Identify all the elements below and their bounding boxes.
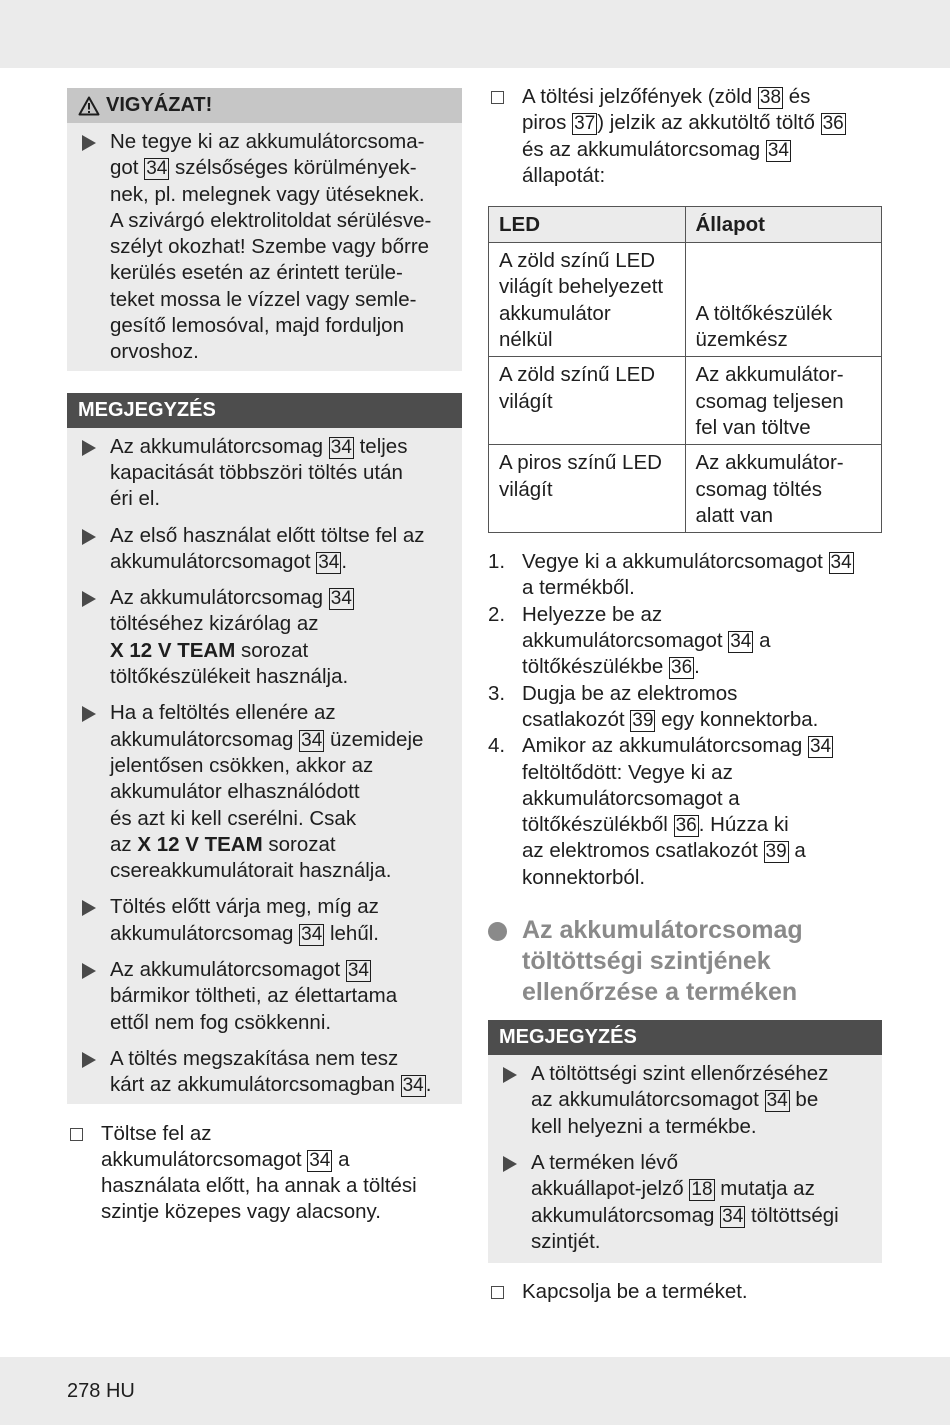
table-cell-led xyxy=(489,243,686,357)
text-run: a xyxy=(332,1147,350,1171)
checkbox-icon xyxy=(67,1121,101,1226)
checklist-item-power-on xyxy=(488,1279,882,1305)
text-line: világít xyxy=(499,477,553,501)
text-run: szélyt okozhat! Szembe vagy bőrre xyxy=(110,235,430,259)
part-reference-number: 18 xyxy=(691,1179,713,1201)
note-body-2 xyxy=(488,1055,882,1263)
bullet-arrow-icon xyxy=(67,957,110,1036)
step-text xyxy=(522,549,882,602)
text-run: feltöltődött: Vegye ki az xyxy=(522,760,733,784)
text-run: töltöttségi xyxy=(745,1203,839,1227)
part-reference-number: 34 xyxy=(830,552,852,574)
text-run: lehűl. xyxy=(324,921,379,945)
text-run: Az akkumulátorcsomag xyxy=(110,434,329,458)
text-run: A terméken lévő xyxy=(531,1150,678,1174)
checkbox-icon xyxy=(488,84,522,189)
text-run: got xyxy=(110,156,145,180)
part-reference-number: 34 xyxy=(730,631,752,653)
text-run: Kapcsolja be a terméket. xyxy=(522,1280,748,1304)
text-run: bármikor töltheti, az élettartama xyxy=(110,984,398,1008)
text-run: állapotát: xyxy=(522,163,606,187)
bold-product-name: X 12 V TEAM xyxy=(137,832,263,856)
text-run: mutatja az xyxy=(714,1177,815,1201)
table-header-state: Állapot xyxy=(685,207,882,243)
table-cell-led xyxy=(489,445,686,533)
text-run: Az akkumulátorcsomag xyxy=(110,586,329,610)
text-line: nélkül xyxy=(499,328,553,352)
section-title xyxy=(522,915,803,1008)
text-run: kapacitását többszöri töltés után xyxy=(110,460,403,484)
bullet-item xyxy=(488,1061,874,1140)
part-reference-number: 34 xyxy=(809,736,832,758)
text-run: akkumulátorcsomag xyxy=(531,1203,721,1227)
section-heading xyxy=(488,915,882,1008)
bullet-text xyxy=(110,957,454,1036)
checklist-item-charge xyxy=(67,1121,462,1226)
page-number-value: 278 xyxy=(67,1380,101,1402)
text-line: üzemkész xyxy=(695,328,788,352)
table-header-led: LED xyxy=(489,207,686,243)
text-line: csomag töltés xyxy=(695,477,822,501)
text-line: A töltőkészülék xyxy=(695,301,833,325)
part-reference-number: 36 xyxy=(671,657,693,679)
warning-title: VIGYÁZAT! xyxy=(106,94,213,116)
bullet-text xyxy=(110,129,454,366)
text-run: A töltési jelzőfények (zöld xyxy=(522,85,758,108)
text-run: kerülés esetén az érintett terüle- xyxy=(110,261,403,285)
text-run: kell helyezni a termékbe. xyxy=(531,1114,757,1138)
page-number xyxy=(67,1378,135,1404)
warning-triangle-icon xyxy=(78,96,100,116)
text-run: Amikor az akkumulátorcsomag xyxy=(522,734,808,758)
bullet-text xyxy=(531,1150,874,1255)
note-header-2: MEGJEGYZÉS xyxy=(488,1020,882,1055)
text-run: teket mossa le vízzel vagy semle- xyxy=(110,287,417,311)
text-run: töltőkészülékeit használja. xyxy=(110,665,349,689)
bullet-arrow-icon xyxy=(67,894,110,947)
text-run: akkumulátorcsomagot xyxy=(522,629,729,653)
step-item xyxy=(488,733,882,891)
part-reference-number: 39 xyxy=(765,841,787,863)
note-box-1 xyxy=(67,393,462,1104)
table-cell-state xyxy=(685,357,882,445)
text-run: kárt az akkumulátorcsomagban xyxy=(110,1073,401,1097)
text-line: ellenőrzése a terméken xyxy=(522,978,798,1007)
text-run: . Húzza ki xyxy=(698,813,789,837)
warning-body xyxy=(67,123,462,371)
text-run: éri el. xyxy=(110,487,161,511)
text-run: töltőkészülékből xyxy=(522,813,674,837)
bullet-item xyxy=(67,700,454,884)
bullet-text xyxy=(110,523,454,576)
part-reference-number: 36 xyxy=(675,815,697,837)
text-run: piros xyxy=(522,111,573,135)
footer-band xyxy=(0,1357,950,1425)
bold-product-name: X 12 V TEAM xyxy=(110,638,236,662)
part-reference-number: 34 xyxy=(330,588,352,610)
text-run: ettől nem fog csökkenni. xyxy=(110,1010,332,1034)
part-reference-number: 36 xyxy=(822,113,844,135)
text-line: fel van töltve xyxy=(695,415,811,439)
checklist-text xyxy=(101,1121,462,1226)
text-line: alatt van xyxy=(695,503,773,527)
text-run: gesítő lemosóval, majd forduljon xyxy=(110,314,404,338)
part-reference-number: 34 xyxy=(301,729,323,751)
text-run: akkumulátor elhasználódott xyxy=(110,780,360,804)
led-status-table xyxy=(488,206,882,533)
text-run: és az akkumulátorcsomag xyxy=(522,137,766,161)
text-run: használata előtt, ha annak a töltési xyxy=(101,1174,417,1198)
table-cell-state xyxy=(685,243,882,357)
text-line: csomag teljesen xyxy=(695,389,844,413)
bullet-dot-icon xyxy=(488,915,522,1008)
text-run: Vegye ki a akkumulátorcsomagot xyxy=(522,550,829,574)
left-column xyxy=(67,88,462,1226)
text-run: akkumulátorcsomagot xyxy=(110,549,317,573)
table-row xyxy=(489,445,882,533)
text-run: konnektorból. xyxy=(522,865,646,889)
part-reference-number: 34 xyxy=(722,1205,744,1227)
text-run: nek, pl. melegnek vagy ütéseknek. xyxy=(110,182,425,206)
bullet-arrow-icon xyxy=(488,1150,531,1255)
bullet-text xyxy=(110,1046,454,1099)
text-run: csereakkumulátorait használja. xyxy=(110,859,392,883)
top-band xyxy=(0,0,950,68)
step-item xyxy=(488,602,882,681)
text-run: akkumulátorcsomag xyxy=(110,921,300,945)
text-line: töltöttségi szintjének xyxy=(522,947,771,976)
bullet-item xyxy=(67,957,454,1036)
text-line: Az akkumulátor- xyxy=(695,451,844,475)
text-run: szintjét. xyxy=(531,1229,601,1253)
text-run: Helyezze be az xyxy=(522,602,663,626)
text-line: A zöld színű LED xyxy=(499,363,656,387)
part-reference-number: 34 xyxy=(301,923,323,945)
text-run: sorozat xyxy=(235,638,309,662)
text-run: . xyxy=(341,549,348,573)
text-run: töltőkészülékbe xyxy=(522,655,670,679)
table-cell-state xyxy=(685,445,882,533)
bullet-text xyxy=(110,585,454,690)
step-number: 3. xyxy=(488,681,506,705)
text-run: csatlakozót xyxy=(522,707,631,731)
text-run: Az első használat előtt töltse fel az xyxy=(110,523,425,547)
step-item xyxy=(488,549,882,602)
text-run: a termékből. xyxy=(522,576,635,600)
warning-box xyxy=(67,88,462,371)
text-run: Ne tegye ki az akkumulátorcsoma- xyxy=(110,130,425,153)
text-run: Dugja be az elektromos xyxy=(522,681,738,705)
part-reference-number: 34 xyxy=(318,551,340,573)
right-column xyxy=(488,84,882,1305)
text-line: akkumulátor xyxy=(499,301,611,325)
text-line: A zöld színű LED xyxy=(499,249,656,273)
text-run: a xyxy=(753,629,771,653)
table-header-row xyxy=(489,207,882,243)
step-text xyxy=(522,733,882,891)
note-header-1: MEGJEGYZÉS xyxy=(67,393,462,428)
text-run: jelentősen csökken, akkor az xyxy=(110,753,374,777)
text-run: Töltés előtt várja meg, míg az xyxy=(110,895,379,919)
text-run: az xyxy=(110,832,138,856)
bullet-text xyxy=(110,700,454,884)
bullet-arrow-icon xyxy=(67,434,110,513)
text-run: be xyxy=(789,1088,819,1112)
text-run: Ha a feltöltés ellenére az xyxy=(110,701,336,725)
text-run: . xyxy=(694,655,700,679)
text-run: Az akkumulátorcsomagot xyxy=(110,958,346,982)
text-line: világít xyxy=(499,389,553,413)
step-number: 4. xyxy=(488,734,506,758)
text-run: az elektromos csatlakozót xyxy=(522,839,764,863)
text-run: sorozat xyxy=(262,832,336,856)
indicator-intro-text xyxy=(522,84,882,189)
text-line: Az akkumulátor- xyxy=(695,363,844,387)
bullet-text xyxy=(531,1061,874,1140)
text-run: teljes xyxy=(353,434,408,458)
bullet-arrow-icon xyxy=(488,1061,531,1140)
text-run: üzemideje xyxy=(324,727,424,751)
table-cell-led xyxy=(489,357,686,445)
step-item xyxy=(488,681,882,734)
text-run: szélsőséges körülmények- xyxy=(169,156,417,180)
text-run: ) jelzik az akkutöltő töltő xyxy=(597,111,821,135)
step-text xyxy=(522,602,882,681)
bullet-item xyxy=(67,585,454,690)
part-reference-number: 34 xyxy=(766,1090,788,1112)
bullet-item xyxy=(67,894,454,947)
text-run: A töltés megszakítása nem tesz xyxy=(110,1046,399,1070)
bullet-item xyxy=(67,129,454,366)
bullet-arrow-icon xyxy=(67,585,110,690)
part-reference-number: 39 xyxy=(632,709,654,731)
bullet-item xyxy=(67,523,454,576)
page-language: HU xyxy=(105,1380,135,1402)
bullet-text xyxy=(110,894,454,947)
step-number: 2. xyxy=(488,602,506,626)
text-run: akkumulátorcsomag xyxy=(110,727,300,751)
part-reference-number: 34 xyxy=(767,139,789,161)
text-run: egy konnektorba. xyxy=(655,707,819,731)
bullet-arrow-icon xyxy=(67,129,110,366)
text-run: szintje közepes vagy alacsony. xyxy=(101,1200,381,1224)
bullet-arrow-icon xyxy=(67,700,110,884)
checkbox-icon xyxy=(488,1279,522,1305)
text-run: Töltse fel az xyxy=(101,1121,212,1145)
warning-header xyxy=(67,88,462,123)
checklist-item-indicators xyxy=(488,84,882,189)
text-run: akkuállapot-jelző xyxy=(531,1177,690,1201)
table-row xyxy=(489,243,882,357)
text-line: A piros színű LED xyxy=(499,451,662,475)
text-run: a xyxy=(788,839,806,863)
text-run: töltéséhez kizárólag az xyxy=(110,612,319,636)
power-on-text xyxy=(522,1279,882,1305)
bullet-item xyxy=(488,1150,874,1255)
step-text xyxy=(522,681,882,734)
text-run: és azt ki kell cserélni. Csak xyxy=(110,806,357,830)
part-reference-number: 34 xyxy=(402,1075,424,1097)
bullet-item xyxy=(67,434,454,513)
part-reference-number: 34 xyxy=(330,436,352,458)
note-box-2 xyxy=(488,1020,882,1263)
text-line: világít behelyezett xyxy=(499,275,664,299)
step-number: 1. xyxy=(488,550,506,574)
text-run: orvoshoz. xyxy=(110,340,199,364)
text-run: és xyxy=(783,85,811,108)
bullet-arrow-icon xyxy=(67,1046,110,1099)
text-run: A töltöttségi szint ellenőrzéséhez xyxy=(531,1062,829,1086)
part-reference-number: 37 xyxy=(574,113,596,135)
step-list xyxy=(488,549,882,891)
bullet-item xyxy=(67,1046,454,1099)
text-line: Az akkumulátorcsomag xyxy=(522,916,803,945)
part-reference-number: 34 xyxy=(347,960,369,982)
note-body-1 xyxy=(67,428,462,1104)
text-run: az akkumulátorcsomagot xyxy=(531,1088,765,1112)
part-reference-number: 34 xyxy=(309,1149,331,1171)
part-reference-number: 38 xyxy=(759,87,782,108)
text-run: . xyxy=(425,1073,432,1097)
bullet-text xyxy=(110,434,454,513)
bullet-arrow-icon xyxy=(67,523,110,576)
text-run: akkumulátorcsomagot a xyxy=(522,786,740,810)
text-run: akkumulátorcsomagot xyxy=(101,1147,308,1171)
part-reference-number: 34 xyxy=(146,158,168,180)
text-run: A szivárgó elektrolitoldat sérülésve- xyxy=(110,208,432,232)
table-row xyxy=(489,357,882,445)
